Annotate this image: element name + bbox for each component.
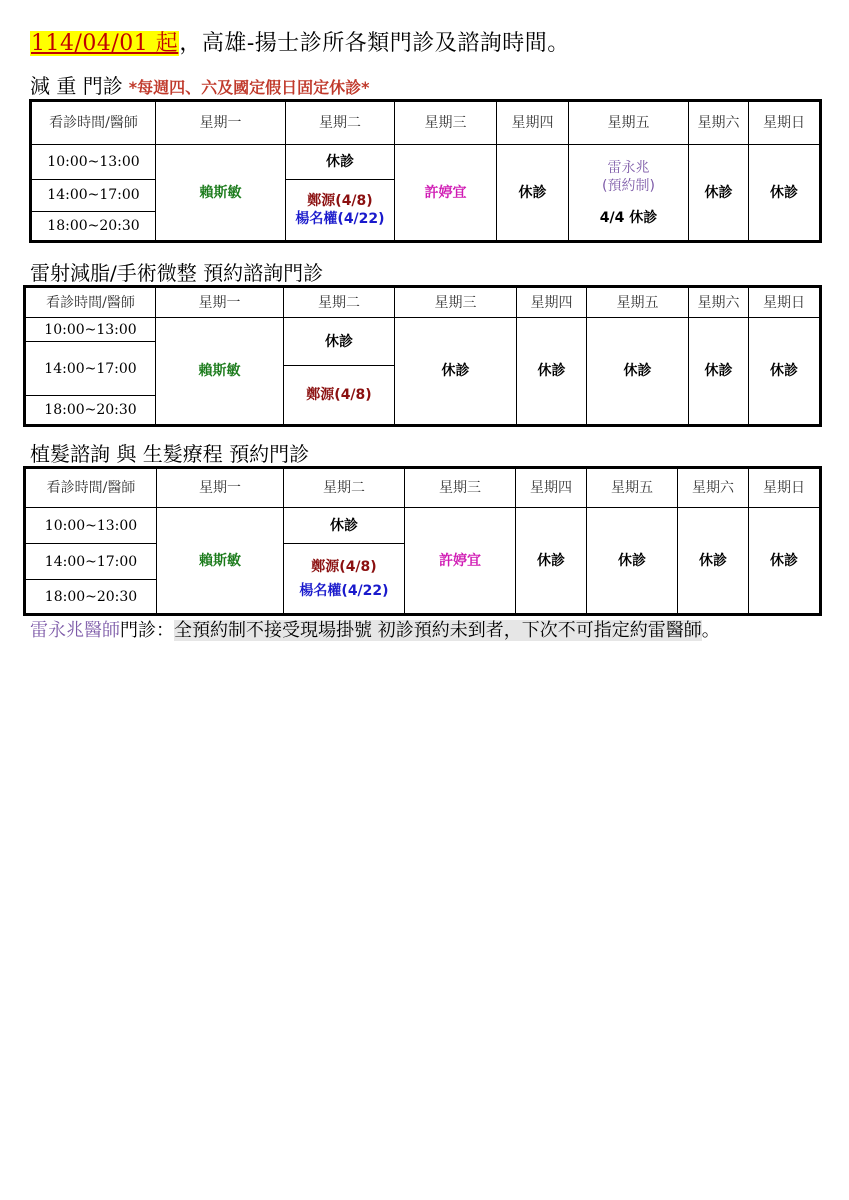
header-cell: 星期六 (689, 101, 749, 145)
time-slot: 14:00~17:00 (25, 544, 157, 580)
time-slot: 18:00~20:30 (25, 580, 157, 615)
thursday-status: 休診 (516, 508, 587, 615)
laser-table (23, 285, 822, 427)
header-cell: 星期一 (157, 468, 284, 508)
time-slot: 10:00~13:00 (25, 318, 156, 342)
header-cell: 星期二 (284, 287, 395, 318)
weight-loss-note: *每週四、六及國定假日固定休診* (128, 78, 370, 97)
weight-loss-heading (30, 70, 369, 99)
notice-end: 。 (701, 620, 720, 641)
header-cell: 星期五 (569, 101, 689, 145)
tuesday-doctor-1: 鄭源(4/8) (307, 192, 373, 209)
thursday-status: 休診 (497, 145, 569, 242)
time-slot: 14:00~17:00 (25, 342, 156, 396)
tuesday-morning: 休診 (284, 318, 395, 366)
sunday-status: 休診 (749, 318, 821, 426)
friday-closed-note: 4/4 休診 (599, 209, 658, 226)
time-slot: 18:00~20:30 (31, 211, 156, 241)
saturday-status: 休診 (689, 318, 749, 426)
header-cell: 星期四 (517, 287, 587, 318)
time-slot: 14:00~17:00 (31, 179, 156, 211)
weight-loss-heading-text: 減 重 門診 (30, 74, 123, 98)
friday-status: 休診 (587, 508, 678, 615)
hair-heading: 植髮諮詢 與 生髮療程 預約門診 (30, 442, 310, 466)
header-cell: 星期四 (497, 101, 569, 145)
thursday-status: 休診 (517, 318, 587, 426)
wednesday-doctor: 許婷宜 (405, 508, 516, 615)
sunday-status: 休診 (749, 508, 821, 615)
header-cell: 看診時間/醫師 (25, 287, 156, 318)
monday-doctor: 賴斯敏 (157, 508, 284, 615)
wednesday-status: 休診 (395, 318, 517, 426)
header-cell: 星期二 (286, 101, 395, 145)
tuesday-morning: 休診 (286, 145, 395, 179)
friday-cell (569, 145, 689, 242)
header-cell: 星期五 (587, 287, 689, 318)
notice-text: 全預約制不接受現場掛號 初診預約未到者，下次不可指定約雷醫師 (174, 620, 702, 641)
header-cell: 星期六 (678, 468, 749, 508)
header-cell: 星期四 (516, 468, 587, 508)
tuesday-morning: 休診 (284, 508, 405, 544)
time-slot: 10:00~13:00 (25, 508, 157, 544)
time-slot: 18:00~20:30 (25, 396, 156, 426)
header-cell: 星期一 (156, 287, 284, 318)
notice-label: 門診： (120, 620, 174, 641)
header-cell: 看診時間/醫師 (31, 101, 156, 145)
notice-doctor-name: 雷永兆醫師 (30, 620, 120, 641)
header-cell: 星期日 (749, 101, 821, 145)
header-cell: 星期五 (587, 468, 678, 508)
header-cell: 星期三 (395, 287, 517, 318)
header-cell: 星期二 (284, 468, 405, 508)
hair-table (23, 466, 822, 616)
saturday-status: 休診 (678, 508, 749, 615)
time-slot: 10:00~13:00 (31, 145, 156, 179)
weight-loss-table (29, 99, 822, 243)
wednesday-doctor: 許婷宜 (395, 145, 497, 242)
tuesday-afternoon (284, 544, 405, 615)
header-cell: 星期日 (749, 468, 821, 508)
monday-doctor: 賴斯敏 (156, 318, 284, 426)
saturday-status: 休診 (689, 145, 749, 242)
header-cell: 看診時間/醫師 (25, 468, 157, 508)
friday-doctor: 雷永兆 (607, 159, 650, 176)
page-title (30, 26, 570, 57)
sunday-status: 休診 (749, 145, 821, 242)
friday-appointment-note: (預約制) (602, 177, 655, 194)
tuesday-afternoon: 鄭源(4/8) (284, 366, 395, 426)
laser-heading: 雷射減脂/手術微整 預約諮詢門診 (30, 261, 324, 285)
tuesday-doctor-2: 楊名權(4/22) (299, 582, 389, 599)
header-cell: 星期日 (749, 287, 821, 318)
tuesday-afternoon (286, 179, 395, 241)
header-cell: 星期六 (689, 287, 749, 318)
header-cell: 星期三 (405, 468, 516, 508)
tuesday-doctor-1: 鄭源(4/8) (311, 558, 377, 575)
friday-status: 休診 (587, 318, 689, 426)
tuesday-doctor-2: 楊名權(4/22) (295, 210, 385, 227)
header-cell: 星期三 (395, 101, 497, 145)
monday-doctor: 賴斯敏 (156, 145, 286, 242)
effective-date: 114/04/01 起 (31, 31, 179, 56)
appointment-notice (30, 616, 720, 642)
header-cell: 星期一 (156, 101, 286, 145)
title-text: ，高雄-揚士診所各類門診及諮詢時間。 (179, 31, 570, 56)
